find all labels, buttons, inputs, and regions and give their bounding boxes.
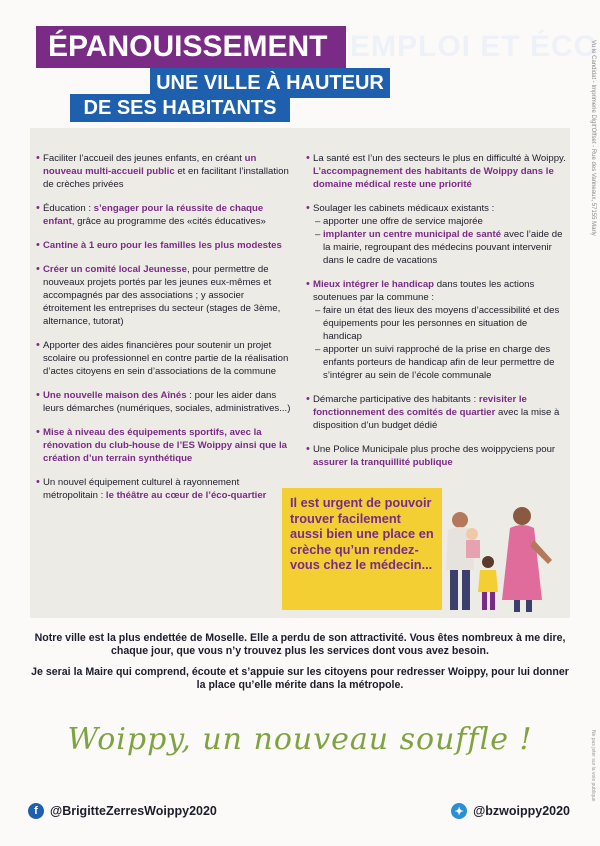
- list-item: • Une Police Municipale plus proche des woippyciens pour assurer la tranquillité publique: [306, 443, 568, 469]
- sub-item: – faire un état des lieux des moyens d’accessibilité et des équipements pour les personnes en situation de handicap: [315, 305, 560, 342]
- list-item: • Mise à niveau des équipements sportifs, avec la rénovation du club-house de l’ES Woippy ainsi que la création d’un terrain synthétique: [36, 426, 294, 465]
- facebook-label: @BrigitteZerresWoippy2020: [50, 804, 217, 818]
- slogan: Woippy, un nouveau souffle !: [67, 722, 533, 757]
- twitter-icon: ✦: [451, 803, 467, 819]
- list-item: • Créer un comité local Jeunesse, pour permettre de nouveaux projets portés par les jeunes eux-mêmes et accompagnés par des associations ; y associer étroitement les entreprises du secteur (stages de 3ème, alternance, tutorat): [36, 263, 294, 328]
- twitter-label: @bzwoippy2020: [473, 804, 570, 818]
- facebook-handle[interactable]: [28, 803, 217, 819]
- page-title: ÉPANOUISSEMENT: [36, 26, 346, 68]
- list-item: • Faciliter l’accueil des jeunes enfants, en créant un nouveau multi-accueil public et en facilitant l’installation de crèches privées: [36, 152, 294, 191]
- facebook-icon: f: [28, 803, 44, 819]
- sub-item: – apporter un suivi rapproché de la prise en charge des enfants porteurs de handicap afin de leur permettre de s’intégrer au sein de l’école communale: [315, 344, 555, 381]
- closing-paragraph-1: Notre ville est la plus endettée de Moselle. Elle a perdu de son attractivité. Vous êtes nombreux à me dire, chaque jour, que vous n’y trouvez plus les services dont vous avez besoin.: [34, 632, 566, 657]
- right-column: [306, 152, 568, 480]
- list-item: • Apporter des aides financières pour soutenir un projet scolaire ou professionnel en contre partie de la réalisation d’actes citoyens en sein d’associations de la commune: [36, 339, 294, 378]
- twitter-handle[interactable]: [451, 803, 570, 819]
- subtitle-line-1: UNE VILLE À HAUTEUR: [150, 68, 390, 98]
- litter-notice: Ne pas jeter sur la voie publique: [590, 730, 596, 802]
- closing-statement: [30, 632, 570, 700]
- list-item: • La santé est l’un des secteurs le plus en difficulté à Woippy. L’accompagnement des habitants de Woippy dans le domaine médical reste une priorité: [306, 152, 568, 191]
- list-item: • Un nouvel équipement culturel à rayonnement métropolitain : le théâtre au cœur de l’éco-quartier: [36, 476, 294, 502]
- list-item: • Mieux intégrer le handicap dans toutes les actions soutenues par la commune : – faire un état des lieux des moyens d’accessibilité et des équipements pour les personnes en situation de handicap – apporter un suivi rapproché de la prise en charge des enfants porteurs de handicap afin de leur permettre de s’intégrer au sein de l’école communale: [306, 278, 568, 382]
- list-item: • Soulager les cabinets médicaux existants : – apporter une offre de service majorée – implanter un centre municipal de santé avec l’aide de la mairie, regroupant des médecins pouvant intervenir dans le cadre de vacations: [306, 202, 568, 267]
- list-item: • Cantine à 1 euro pour les familles les plus modestes: [36, 239, 294, 252]
- left-column: [36, 152, 294, 513]
- callout-note: Il est urgent de pouvoir trouver facilement aussi bien une place en crèche qu’un rendez-vous chez le médecin...: [282, 488, 442, 610]
- subtitle-line-2: DE SES HABITANTS: [70, 94, 290, 122]
- sub-item: – implanter un centre municipal de santé avec l’aide de la mairie, regroupant des médecins pouvant intervenir dans le cadre de vacations: [315, 229, 563, 266]
- ghost-heading: EMPLOI ET ÉCO: [350, 30, 599, 63]
- closing-paragraph-2: Je serai la Maire qui comprend, écoute et s’appuie sur les citoyens pour redresser Woippy, pour lui donner la place qu’elle mérite dans la métropole.: [31, 666, 569, 691]
- list-item: • Démarche participative des habitants : revisiter le fonctionnement des comités de quartier avec la mise à disposition d’un budget dédié: [306, 393, 568, 432]
- imprint-notice: Vu le Candidat - Imprimerie Digit'Offset - Rue des Vanneaux, 57155 Marly: [590, 40, 596, 236]
- list-item: • Une nouvelle maison des Aînés : pour les aider dans leurs démarches (numériques, sociales, administratives...): [36, 389, 294, 415]
- family-illustration: [430, 500, 570, 616]
- sub-item: – apporter une offre de service majorée: [315, 216, 483, 227]
- list-item: • Éducation : s’engager pour la réussite de chaque enfant, grâce au programme des «cités éducatives»: [36, 202, 294, 228]
